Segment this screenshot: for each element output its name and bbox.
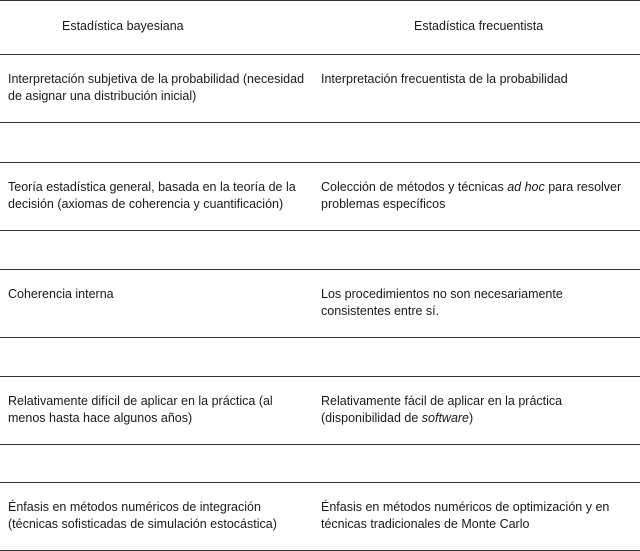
frequentist-cell: Los procedimientos no son necesariamente consistentes entre sí. <box>321 287 563 318</box>
bayesian-cell: Énfasis en métodos numéricos de integración (técnicas sofisticadas de simulación estocástica) <box>8 500 277 531</box>
comparison-row-5 <box>0 482 640 551</box>
frequentist-cell: Énfasis en métodos numéricos de optimización y en técnicas tradicionales de Monte Carlo <box>321 500 610 531</box>
frequentist-cell: Interpretación frecuentista de la probabilidad <box>321 72 568 86</box>
column-header-frequentist: Estadística frecuentista <box>414 19 544 33</box>
bayesian-cell: Interpretación subjetiva de la probabilidad (necesidad de asignar una distribución inicial) <box>8 72 305 103</box>
bayesian-cell: Coherencia interna <box>8 287 114 301</box>
bayesian-cell: Relativamente difícil de aplicar en la práctica (al menos hasta hace algunos años) <box>8 394 273 425</box>
frequentist-cell: Colección de métodos y técnicas ad hoc para resolver problemas específicos <box>321 180 622 211</box>
comparison-row-4 <box>0 376 640 445</box>
comparison-row-3 <box>0 269 640 338</box>
column-header-bayesian: Estadística bayesiana <box>62 19 184 33</box>
comparison-row-2 <box>0 162 640 231</box>
frequentist-cell: Relativamente fácil de aplicar en la práctica (disponibilidad de software) <box>321 394 563 425</box>
comparison-row-1 <box>0 54 640 123</box>
bayesian-cell: Teoría estadística general, basada en la teoría de la decisión (axiomas de coherencia y cuantificación) <box>8 180 296 211</box>
top-rule <box>0 0 640 1</box>
